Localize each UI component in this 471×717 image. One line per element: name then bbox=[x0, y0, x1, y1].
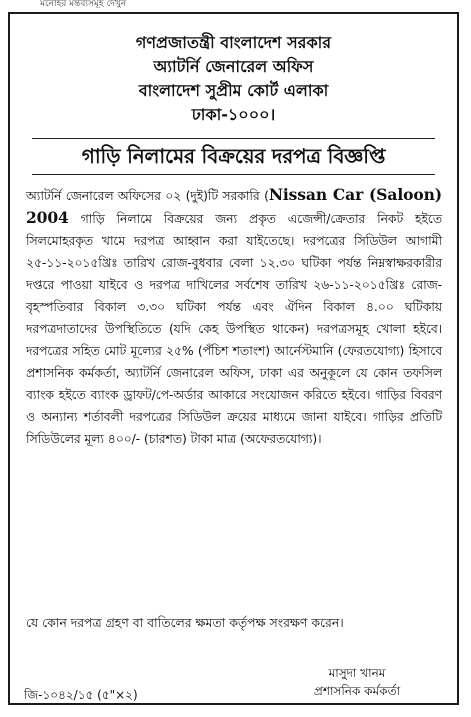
notice-frame bbox=[8, 12, 459, 705]
header-office: অ্যাটর্নি জেনারেল অফিস bbox=[153, 57, 314, 76]
signature-block bbox=[287, 664, 427, 700]
title-top-rule bbox=[32, 138, 435, 139]
notice-closing: যে কোন দরপত্র গ্রহণ বা বাতিলের ক্ষমতা কর্তৃপক্ষ সংরক্ষণ করেন। bbox=[26, 615, 344, 630]
header-government: গণপ্রজাতন্ত্রী বাংলাদেশ সরকার bbox=[135, 33, 332, 52]
notice-title: গাড়ি নিলামের বিক্রয়ের দরপত্র বিজ্ঞপ্তি bbox=[81, 144, 386, 168]
notice-body bbox=[26, 184, 442, 450]
vehicle-model: Nissan Car (Saloon) 2004 bbox=[26, 185, 442, 227]
body-main: গাড়ি নিলামে বিক্রয়ের জন্য প্রকৃত এজেন্সী/ক্রেতার নিকট হইতে সিলমোহরকৃত খামে দরপত্র আহ্বান করা যাইতেছে। দরপত্রের সিডিউল আগামী ২৫-১১-২০১৫খ্রিঃ তারিখ রোজ-বুধবার বেলা ১২.৩০ ঘটিকা পর্যন্ত নিম্নস্বাক্ষরকারীর দপ্তরে পাওয়া যাইবে ও দরপত্র দাখিলের সর্বশেষ তারিখ ২৬-১১-২০১৫খ্রিঃ রোজ-বৃহস্পতিবার বিকাল ৩.৩০ ঘটিকা পর্যন্ত এবং ঐদিন বিকাল ৪.০০ ঘটিকায় দরপত্রদাতাদের উপস্থিতিতে (যদি কেহ উপস্থিত থাকেন) দরপত্রসমূহ খোলা হইবে। দরপত্রের সহিত মোট মূল্যের ২৫% (পঁচিশ শতাংশ) আর্নেস্টমানি (ফেরতযোগ্য) হিসাবে প্রশাসনিক কর্মকর্তা, অ্যাটর্নি জেনারেল অফিস, ঢাকা এর অনুকূলে যে কোন তফসিল ব্যাংক হইতে ব্যাংক ড্রাফট/পে-অর্ডার আকারে সংযোজন করিতে হইবে। গাড়ির বিবরণ ও অন্যান্য শর্তাবলী দরপত্রের সিডিউল ক্রয়ের মাধ্যমে জানা যাইবে। গাড়ির প্রতিটি সিডিউলের মূল্য ৪০০/- (চারশত) টাকা মাত্র (অফেরতযোগ্য)। bbox=[26, 211, 442, 446]
title-bottom-rule bbox=[32, 174, 435, 175]
header-area: বাংলাদেশ সুপ্রীম কোর্ট এলাকা bbox=[138, 81, 329, 100]
body-intro: অ্যাটর্নি জেনারেল অফিসের ০২ (দুই)টি সরকারি ( bbox=[26, 188, 269, 203]
top-clipped-text: মনোহর মন্তব্যসমূহ দেখুন bbox=[40, 0, 127, 8]
header-city: ঢাকা-১০০০। bbox=[191, 105, 276, 124]
signer-designation: প্রশাসনিক কর্মকর্তা bbox=[313, 684, 401, 698]
reference-number: জি-১০৪২/১৫ (৫"×২) bbox=[24, 688, 138, 702]
signer-name: মাসুদা খানম bbox=[328, 666, 386, 680]
